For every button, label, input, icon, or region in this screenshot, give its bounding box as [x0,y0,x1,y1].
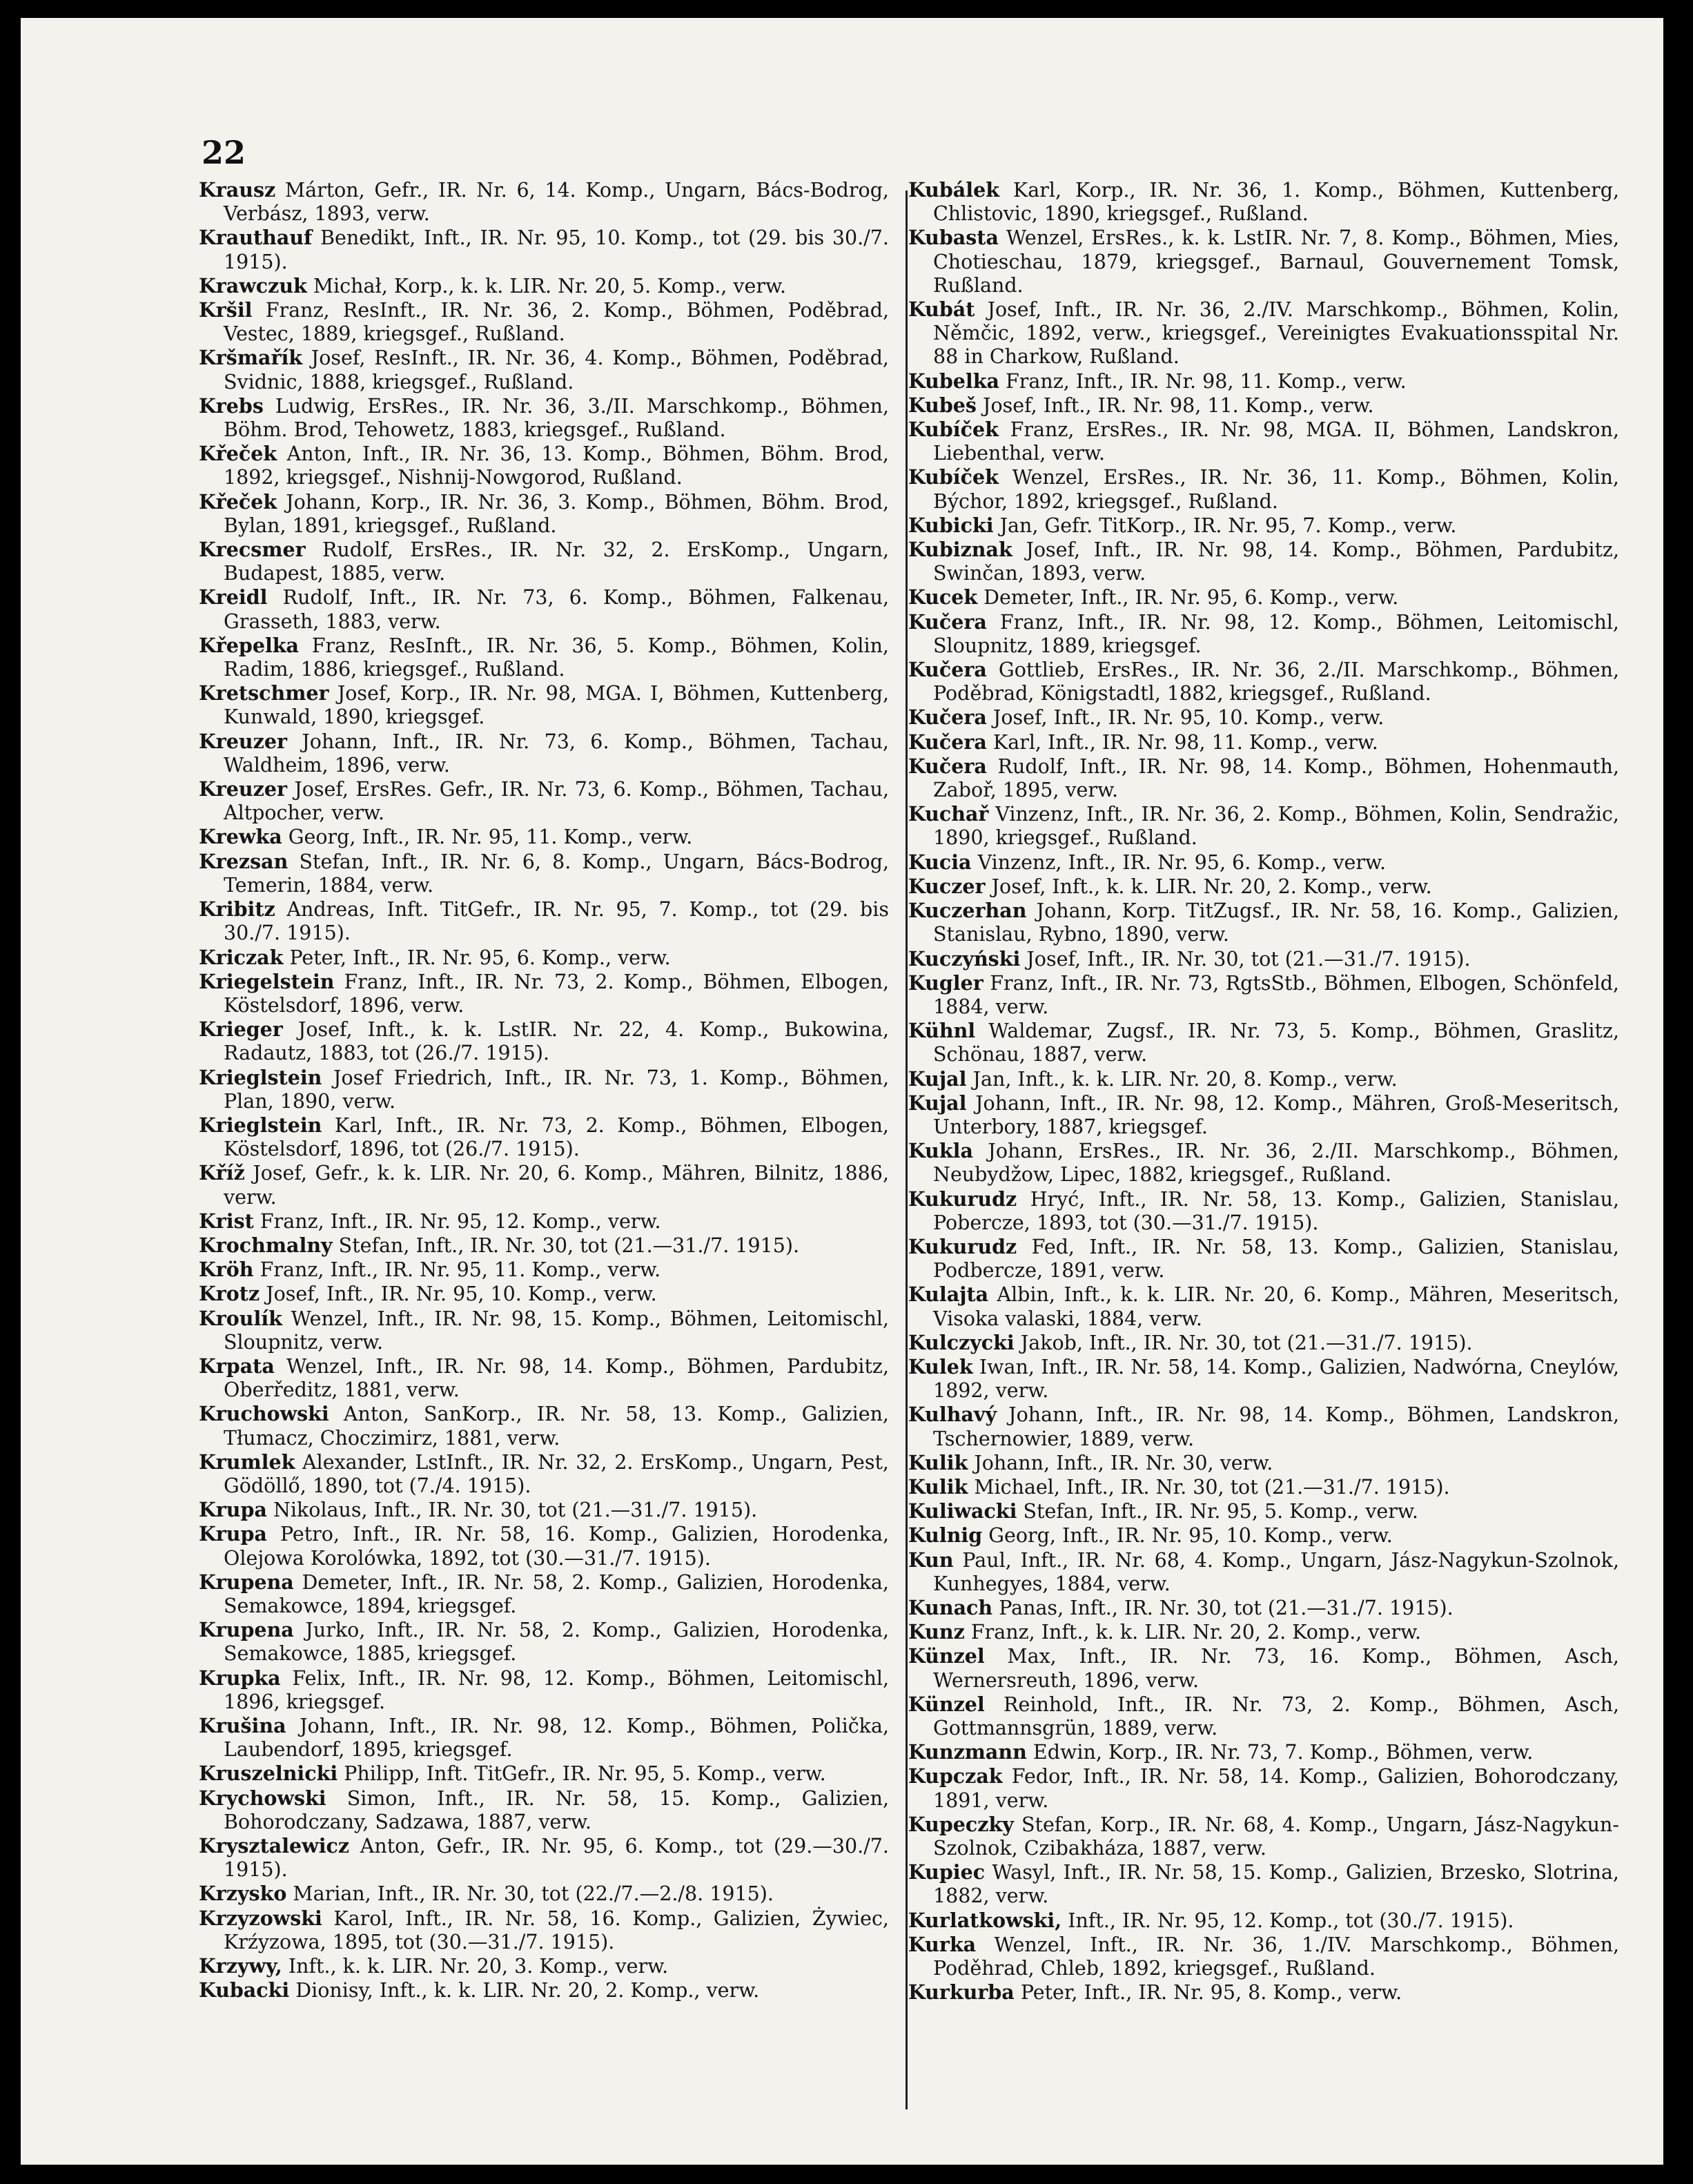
entry-surname: Kujal [908,1066,967,1091]
list-item [199,1762,889,1786]
list-item [908,850,1619,875]
list-item [908,730,1619,754]
entry-details: Josef Friedrich, Inft., IR. Nr. 73, 1. Komp., Böhmen, Plan, 1890, verw. [224,1066,889,1113]
list-item [908,899,1619,946]
entry-surname: Kršmařík [199,346,303,370]
entry-details: Fed, Inft., IR. Nr. 58, 13. Komp., Galizien, Stanislau, Podbercze, 1891, verw. [933,1235,1619,1283]
entry-surname: Kršil [199,298,253,322]
entry-details: Josef, ErsRes. Gefr., IR. Nr. 73, 6. Komp., Böhmen, Tachau, Altpocher, verw. [224,778,890,825]
entry-surname: Krieglstein [199,1113,322,1137]
entry-details: Stefan, Korp., IR. Nr. 68, 4. Komp., Ungarn, Jász-Nagykun-Szolnok, Czibakháza, 1887, verw. [933,1813,1619,1860]
entry-surname: Kulajta [908,1283,989,1307]
list-item [908,971,1619,1019]
entry-surname: Kukurudz [908,1234,1017,1258]
entry-surname: Krumlek [199,1450,295,1474]
list-item [908,754,1619,802]
list-item [199,946,889,970]
entry-details: Franz, Inft., IR. Nr. 73, 2. Komp., Böhmen, Elbogen, Köstelsdorf, 1896, verw. [224,970,890,1017]
list-item [199,1450,889,1498]
list-item [908,1980,1619,2005]
entry-surname: Křeček [199,442,277,466]
entry-surname: Kučera [908,754,987,778]
entry-surname: Krezsan [199,849,288,873]
entry-details: Wenzel, ErsRes., k. k. LstIR. Nr. 7, 8. Komp., Böhmen, Mies, Chotieschau, 1879, kriegsgef., Barnaul, Gouvernement Tomsk, Rußland. [933,226,1619,297]
entry-details: Josef, Inft., IR. Nr. 98, 11. Komp., verw. [983,393,1374,417]
entry-details: Josef, Inft., IR. Nr. 36, 2./IV. Marschkomp., Böhmen, Kolin, Němčic, 1892, verw., kriegsgef., Vereinigtes Evakuationsspital Nr. 88 in Charkow, Rußland. [933,298,1619,369]
entry-surname: Kubelka [908,369,999,393]
entry-surname: Kretschmer [199,681,329,705]
entry-surname: Kubeš [908,393,977,417]
list-item [199,1402,889,1450]
list-item [199,1113,889,1161]
entry-details: Josef, Korp., IR. Nr. 98, MGA. I, Böhmen, Kuttenberg, Kunwald, 1890, kriegsgef. [224,682,890,729]
entry-surname: Kriczak [199,945,284,969]
entry-surname: Kucia [908,850,972,874]
entry-details: Hryć, Inft., IR. Nr. 58, 13. Komp., Galizien, Stanislau, Pobercze, 1893, tot (30.—31./7. 1915). [933,1187,1620,1234]
entry-surname: Krupa [199,1498,267,1522]
entry-details: Panas, Inft., IR. Nr. 30, tot (21.—31./7. 1915). [999,1596,1454,1619]
entry-surname: Krzyzowski [199,1906,322,1930]
entry-details: Franz, Inft., IR. Nr. 98, 12. Komp., Böhmen, Leitomischl, Sloupnitz, 1889, kriegsgef. [933,610,1619,657]
entry-details: Rudolf, Inft., IR. Nr. 73, 6. Komp., Böhmen, Falkenau, Grasseth, 1883, verw. [224,586,889,633]
entry-surname: Kupeczky [908,1812,1014,1836]
entry-surname: Kroulík [199,1306,282,1330]
entry-surname: Krysztalewicz [199,1834,350,1858]
entry-details: Anton, Inft., IR. Nr. 36, 13. Komp., Böhmen, Böhm. Brod, 1892, kriegsgef., Nishnij-Nowgorod, Rußland. [224,442,889,489]
entry-details: Karol, Inft., IR. Nr. 58, 16. Komp., Galizien, Żywiec, Krźyzowa, 1895, tot (30.—31./7. 1915). [224,1907,889,1953]
list-item [908,178,1619,226]
list-item [199,538,889,585]
entry-surname: Kubíček [908,418,999,442]
list-item [908,1523,1619,1548]
entry-surname: Kujal [908,1091,967,1115]
entry-details: Michael, Inft., IR. Nr. 30, tot (21.—31./7. 1915). [974,1475,1450,1499]
entry-surname: Kuliwacki [908,1499,1017,1523]
entry-surname: Krychowski [199,1786,326,1810]
entry-details: Peter, Inft., IR. Nr. 95, 6. Komp., verw. [289,946,671,969]
entry-details: Johann, Inft., IR. Nr. 98, 12. Komp., Mähren, Groß-Meseritsch, Unterbory, 1887, kriegsgef. [933,1091,1619,1138]
entry-details: Johann, Inft., IR. Nr. 98, 14. Komp., Böhmen, Landskron, Tschernowier, 1889, verw. [933,1403,1620,1450]
entry-surname: Kříž [199,1161,245,1185]
list-item [908,1860,1619,1908]
list-item [908,1403,1619,1450]
entry-details: Simon, Inft., IR. Nr. 58, 15. Komp., Galizien, Bohorodczany, Sadzawa, 1887, verw. [224,1786,889,1833]
entry-details: Josef, Inft., IR. Nr. 98, 14. Komp., Böhmen, Pardubitz, Swinčan, 1893, verw. [933,538,1620,585]
entry-details: Anton, Gefr., IR. Nr. 95, 6. Komp., tot (29.—30./7. 1915). [224,1835,889,1882]
list-item [199,298,889,346]
entry-details: Marian, Inft., IR. Nr. 30, tot (22./7.—2./8. 1915). [293,1882,774,1906]
entry-surname: Kupczak [908,1764,1003,1788]
list-item [908,226,1619,298]
entry-surname: Křepelka [199,633,300,657]
list-item [908,1740,1619,1764]
entry-details: Max, Inft., IR. Nr. 73, 16. Komp., Böhmen, Asch, Wernersreuth, 1896, verw. [933,1645,1619,1692]
entry-surname: Kreidl [199,585,268,610]
list-item [199,1978,889,2002]
entry-details: Franz, ResInft., IR. Nr. 36, 2. Komp., Böhmen, Poděbrad, Vestec, 1889, kriegsgef., Rußland. [224,299,889,346]
entry-details: Fedor, Inft., IR. Nr. 58, 14. Komp., Galizien, Bohorodczany, 1891, verw. [933,1765,1619,1812]
entry-surname: Kučera [908,658,987,682]
list-item [199,1954,889,1978]
list-item [199,681,889,729]
entry-surname: Krpata [199,1354,275,1378]
list-item [199,970,889,1017]
list-item [908,1019,1619,1066]
entry-surname: Kucek [908,585,978,610]
list-item [908,947,1619,971]
entry-details: Franz, Inft., IR. Nr. 95, 12. Komp., verw. [260,1209,661,1233]
list-item [199,1282,889,1306]
entry-surname: Kurkurba [908,1980,1015,2005]
entry-surname: Krebs [199,393,264,418]
entry-details: Karl, Korp., IR. Nr. 36, 1. Komp., Böhmen, Kuttenberg, Chlistovic, 1890, kriegsgef., Rußland. [933,179,1620,226]
entry-surname: Krupka [199,1666,281,1690]
entry-surname: Krecsmer [199,538,306,562]
list-item [199,1307,889,1354]
list-item [199,1714,889,1762]
entry-details: Josef, Inft., k. k. LstIR. Nr. 22, 4. Komp., Bukowina, Radautz, 1883, tot (26./7. 1915). [224,1018,889,1065]
entry-surname: Kukurudz [908,1187,1017,1211]
list-item [908,538,1619,585]
entry-surname: Krupena [199,1618,294,1642]
list-item [908,465,1619,513]
entry-details: Johann, Korp., IR. Nr. 36, 3. Komp., Böhmen, Böhm. Brod, Bylan, 1891, kriegsgef., Rußland. [224,490,889,537]
list-item [199,1258,889,1282]
entry-surname: Krochmalny [199,1233,333,1257]
entry-details: Jan, Gefr. TitKorp., IR. Nr. 95, 7. Komp., verw. [999,514,1457,537]
entry-details: Josef, Inft., k. k. LIR. Nr. 20, 2. Komp., verw. [991,875,1432,898]
list-item [199,1786,889,1834]
list-item [908,1499,1619,1523]
list-item [199,897,889,945]
entry-details: Franz, ErsRes., IR. Nr. 98, MGA. II, Böhmen, Landskron, Liebenthal, verw. [933,418,1620,465]
list-item [908,658,1619,705]
entry-details: Wasyl, Inft., IR. Nr. 58, 15. Komp., Galizien, Brzesko, Slotrina, 1882, verw. [933,1861,1619,1908]
entry-surname: Künzel [908,1644,985,1668]
entry-details: Iwan, Inft., IR. Nr. 58, 14. Komp., Galizien, Nadwórna, Cneylów, 1892, verw. [933,1355,1619,1403]
entry-details: Jan, Inft., k. k. LIR. Nr. 20, 8. Komp., verw. [972,1067,1398,1091]
entry-details: Petro, Inft., IR. Nr. 58, 16. Komp., Galizien, Horodenka, Olejowa Korolówka, 1892, tot (30.—31./7. 1915). [224,1523,890,1570]
list-item [908,1620,1619,1644]
page-number: 22 [202,134,246,171]
entry-details: Felix, Inft., IR. Nr. 98, 12. Komp., Böhmen, Leitomischl, 1896, kriegsgef. [224,1666,889,1713]
entry-details: Anton, SanKorp., IR. Nr. 58, 13. Komp., Galizien, Tłumacz, Choczimirz, 1881, verw. [224,1403,889,1450]
entry-details: Johann, Inft., IR. Nr. 30, verw. [974,1451,1273,1474]
list-item [908,1235,1619,1283]
list-item [199,1666,889,1714]
list-item [199,1882,889,1906]
entry-surname: Křeček [199,489,277,514]
entry-surname: Kulek [908,1354,973,1378]
list-item [199,226,889,273]
list-item [908,875,1619,899]
entry-surname: Kučera [908,610,987,634]
entry-details: Rudolf, Inft., IR. Nr. 98, 14. Komp., Böhmen, Hohenmauth, Zaboř, 1895, verw. [933,754,1620,802]
entry-surname: Kriegelstein [199,969,335,993]
entry-surname: Kulczycki [908,1330,1015,1354]
list-item [908,1139,1619,1187]
list-item [908,1909,1619,1933]
list-item [908,1355,1619,1403]
list-item [199,1209,889,1234]
entry-surname: Krausz [199,178,276,202]
entry-surname: Kunach [908,1595,993,1619]
entry-surname: Kreuzer [199,777,287,801]
entry-surname: Kuczerhan [908,899,1027,923]
list-item [199,1354,889,1402]
entry-surname: Kučera [908,730,987,754]
list-item [908,1451,1619,1475]
entry-details: Dionisy, Inft., k. k. LIR. Nr. 20, 2. Komp., verw. [295,1979,760,2002]
entry-details: Josef, Inft., IR. Nr. 30, tot (21.—31./7. 1915). [1026,947,1471,971]
entry-details: Wenzel, ErsRes., IR. Nr. 36, 11. Komp., Böhmen, Kolin, Býchor, 1892, kriegsgef., Rußland. [933,466,1619,513]
entry-surname: Künzel [908,1692,985,1716]
entry-surname: Kubiznak [908,538,1012,562]
entry-details: Karl, Inft., IR. Nr. 73, 2. Komp., Böhmen, Elbogen, Köstelsdorf, 1896, tot (26./7. 1915). [224,1113,889,1161]
entry-surname: Kulnig [908,1523,983,1548]
entry-details: Georg, Inft., IR. Nr. 95, 11. Komp., verw. [288,826,693,849]
entry-surname: Kugler [908,971,983,995]
entry-surname: Kühnl [908,1019,976,1043]
entry-details: Wenzel, Inft., IR. Nr. 98, 14. Komp., Böhmen, Pardubitz, Oberředitz, 1881, verw. [224,1354,890,1402]
list-item [199,490,889,538]
list-item [199,730,889,777]
entry-surname: Krzywy, [199,1954,282,1978]
list-item [908,1813,1619,1860]
entry-details: Johann, Inft., IR. Nr. 98, 12. Komp., Böhmen, Polička, Laubendorf, 1895, kriegsgef. [224,1715,889,1762]
list-item [199,777,889,825]
entry-surname: Krawczuk [199,273,307,298]
entry-details: Karl, Inft., IR. Nr. 98, 11. Komp., verw. [992,730,1378,754]
entry-details: Inft., IR. Nr. 95, 12. Komp., tot (30./7. 1915). [1068,1909,1514,1932]
entry-details: Inft., k. k. LIR. Nr. 20, 3. Komp., verw. [288,1955,669,1978]
entry-details: Georg, Inft., IR. Nr. 95, 10. Komp., verw. [988,1524,1393,1548]
list-item [908,298,1619,369]
entry-details: Josef, Inft., IR. Nr. 95, 10. Komp., verw. [266,1283,657,1306]
entry-surname: Kubasta [908,226,999,250]
entry-surname: Kunz [908,1620,965,1644]
list-item [908,1596,1619,1620]
entry-details: Demeter, Inft., IR. Nr. 95, 6. Komp., verw. [983,586,1399,610]
list-item [908,705,1619,730]
entry-details: Reinhold, Inft., IR. Nr. 73, 2. Komp., Böhmen, Asch, Gottmannsgrün, 1889, verw. [933,1693,1619,1739]
list-item [908,610,1619,658]
entry-surname: Kulik [908,1450,968,1474]
list-item [908,369,1619,393]
list-item [908,418,1619,465]
entry-surname: Kulik [908,1474,968,1499]
list-item [908,1764,1619,1812]
entry-surname: Kubacki [199,1978,290,2002]
column-divider [906,191,908,2109]
list-item [908,1933,1619,1980]
list-item [199,1570,889,1618]
list-item [199,1017,889,1065]
list-item [908,1693,1619,1740]
list-item [199,1498,889,1522]
entry-surname: Kreuzer [199,729,287,753]
entry-surname: Krotz [199,1282,260,1306]
list-item [199,394,889,442]
entry-surname: Kubicki [908,513,994,537]
list-item [908,393,1619,418]
list-item [199,178,889,226]
entry-surname: Kruszelnicki [199,1762,338,1786]
entry-surname: Kunzmann [908,1740,1027,1764]
list-item [199,1522,889,1570]
entry-surname: Kuczer [908,874,986,898]
list-item [199,850,889,897]
list-item [199,1834,889,1882]
entry-surname: Krušina [199,1714,286,1737]
entry-details: Josef, Gefr., k. k. LIR. Nr. 20, 6. Komp., Mähren, Bilnitz, 1886, verw. [224,1162,889,1209]
right-column [908,178,1619,2005]
entry-details: Andreas, Inft. TitGefr., IR. Nr. 95, 7. Komp., tot (29. bis 30./7. 1915). [224,898,889,945]
entry-surname: Kun [908,1548,954,1572]
entry-details: Johann, Korp. TitZugsf., IR. Nr. 58, 16. Komp., Galizien, Stanislau, Rybno, 1890, verw. [933,899,1620,946]
list-item [199,1066,889,1113]
left-column [199,178,889,2002]
entry-details: Ludwig, ErsRes., IR. Nr. 36, 3./II. Marschkomp., Böhmen, Böhm. Brod, Tehowetz, 1883, kriegsgef., Rußland. [224,394,889,442]
entry-surname: Krieger [199,1017,283,1042]
list-item [908,585,1619,610]
entry-details: Gottlieb, ErsRes., IR. Nr. 36, 2./II. Marschkomp., Böhmen, Poděbrad, Königstadtl, 1882, kriegsgef., Rußland. [933,659,1620,705]
entry-surname: Kulhavý [908,1403,997,1427]
entry-details: Vinzenz, Inft., IR. Nr. 36, 2. Komp., Böhmen, Kolin, Sendražic, 1890, kriegsgef., Rußland. [933,803,1619,850]
entry-details: Benedikt, Inft., IR. Nr. 95, 10. Komp., tot (29. bis 30./7. 1915). [224,226,889,273]
list-item [199,1161,889,1209]
entry-details: Waldemar, Zugsf., IR. Nr. 73, 5. Komp., Böhmen, Graslitz, Schönau, 1887, verw. [933,1020,1619,1066]
list-item [908,1331,1619,1355]
list-item [908,1187,1619,1235]
list-item [908,1475,1619,1499]
entry-surname: Krupena [199,1570,294,1594]
entry-surname: Kukla [908,1139,973,1163]
entry-details: Franz, Inft., k. k. LIR. Nr. 20, 2. Komp., verw. [970,1621,1422,1644]
entry-details: Johann, Inft., IR. Nr. 73, 6. Komp., Böhmen, Tachau, Waldheim, 1896, verw. [224,730,889,777]
list-item [908,514,1619,538]
entry-details: Wenzel, Inft., IR. Nr. 98, 15. Komp., Böhmen, Leitomischl, Sloupnitz, verw. [224,1307,889,1354]
entry-surname: Kruchowski [199,1402,329,1426]
list-item [908,802,1619,850]
entry-details: Rudolf, ErsRes., IR. Nr. 32, 2. ErsKomp., Ungarn, Budapest, 1885, verw. [224,538,889,585]
list-item [199,1907,889,1954]
entry-surname: Kribitz [199,897,275,922]
list-item [199,634,889,681]
entry-details: Michał, Korp., k. k. LIR. Nr. 20, 5. Komp., verw. [313,274,787,298]
entry-details: Peter, Inft., IR. Nr. 95, 8. Komp., verw. [1020,1981,1402,2005]
list-item [908,1283,1619,1330]
entry-details: Wenzel, Inft., IR. Nr. 36, 1./IV. Marschkomp., Böhmen, Poděhrad, Chleb, 1892, kriegsgef., Rußland. [933,1933,1620,1980]
entry-details: Stefan, Inft., IR. Nr. 6, 8. Komp., Ungarn, Bács-Bodrog, Temerin, 1884, verw. [224,850,889,897]
entry-details: Márton, Gefr., IR. Nr. 6, 14. Komp., Ungarn, Bács-Bodrog, Verbász, 1893, verw. [224,179,889,226]
entry-details: Nikolaus, Inft., IR. Nr. 30, tot (21.—31./7. 1915). [273,1499,758,1522]
entry-details: Johann, ErsRes., IR. Nr. 36, 2./II. Marschkomp., Böhmen, Neubydžow, Lipec, 1882, kriegsgef., Rußland. [933,1140,1619,1187]
entry-surname: Kuchař [908,802,989,826]
entry-details: Jakob, Inft., IR. Nr. 30, tot (21.—31./7. 1915). [1020,1331,1473,1354]
list-item [908,1067,1619,1091]
entry-details: Franz, ResInft., IR. Nr. 36, 5. Komp., Böhmen, Kolin, Radim, 1886, kriegsgef., Rußland. [224,634,889,681]
entry-details: Franz, Inft., IR. Nr. 95, 11. Komp., verw. [260,1258,661,1282]
entry-details: Stefan, Inft., IR. Nr. 95, 5. Komp., verw. [1023,1500,1418,1523]
entry-surname: Kupiec [908,1860,986,1884]
entry-surname: Kubálek [908,178,999,202]
list-item [199,346,889,393]
list-item [908,1091,1619,1139]
entry-surname: Krupa [199,1522,267,1546]
entry-details: Philipp, Inft. TitGefr., IR. Nr. 95, 5. Komp., verw. [344,1762,826,1786]
entry-surname: Kubíček [908,465,999,489]
entry-details: Paul, Inft., IR. Nr. 68, 4. Komp., Ungarn, Jász-Nagykun-Szolnok, Kunhegyes, 1884, verw. [933,1548,1620,1595]
list-item [199,1618,889,1666]
list-item [199,274,889,298]
list-item [199,1234,889,1258]
entry-surname: Krauthauf [199,226,313,250]
document-page [21,18,1663,2165]
entry-surname: Kurka [908,1932,977,1956]
entry-surname: Kröh [199,1258,254,1282]
entry-surname: Krzysko [199,1882,287,1906]
entry-details: Stefan, Inft., IR. Nr. 30, tot (21.—31./7. 1915). [338,1234,800,1257]
list-item [199,585,889,633]
list-item [908,1548,1619,1596]
entry-surname: Krieglstein [199,1065,322,1089]
list-item [199,442,889,489]
entry-details: Vinzenz, Inft., IR. Nr. 95, 6. Komp., verw. [977,850,1387,874]
list-item [908,1644,1619,1692]
entry-details: Josef, Inft., IR. Nr. 95, 10. Komp., verw. [992,706,1384,730]
entry-surname: Kučera [908,705,987,730]
list-item [199,825,889,849]
entry-surname: Kuczyński [908,946,1021,971]
entry-details: Alexander, LstInft., IR. Nr. 32, 2. ErsKomp., Ungarn, Pest, Gödöllő, 1890, tot (7./4. 1915). [224,1450,889,1497]
entry-details: Jurko, Inft., IR. Nr. 58, 2. Komp., Galizien, Horodenka, Semakowce, 1885, kriegsgef. [224,1619,890,1666]
entry-details: Josef, ResInft., IR. Nr. 36, 4. Komp., Böhmen, Poděbrad, Svidnic, 1888, kriegsgef., Rußland. [224,347,889,393]
entry-surname: Kubát [908,298,975,322]
entry-details: Franz, Inft., IR. Nr. 73, RgtsStb., Böhmen, Elbogen, Schönfeld, 1884, verw. [933,971,1619,1018]
entry-surname: Kurlatkowski, [908,1908,1062,1932]
entry-details: Demeter, Inft., IR. Nr. 58, 2. Komp., Galizien, Horodenka, Semakowce, 1894, kriegsgef. [224,1570,889,1617]
entry-surname: Krewka [199,825,282,849]
entry-details: Albin, Inft., k. k. LIR. Nr. 20, 6. Komp., Mähren, Meseritsch, Visoka valaski, 1884, verw. [933,1283,1619,1330]
entry-surname: Krist [199,1209,254,1233]
entry-details: Edwin, Korp., IR. Nr. 73, 7. Komp., Böhmen, verw. [1033,1741,1534,1764]
entry-details: Franz, Inft., IR. Nr. 98, 11. Komp., verw. [1006,369,1407,393]
